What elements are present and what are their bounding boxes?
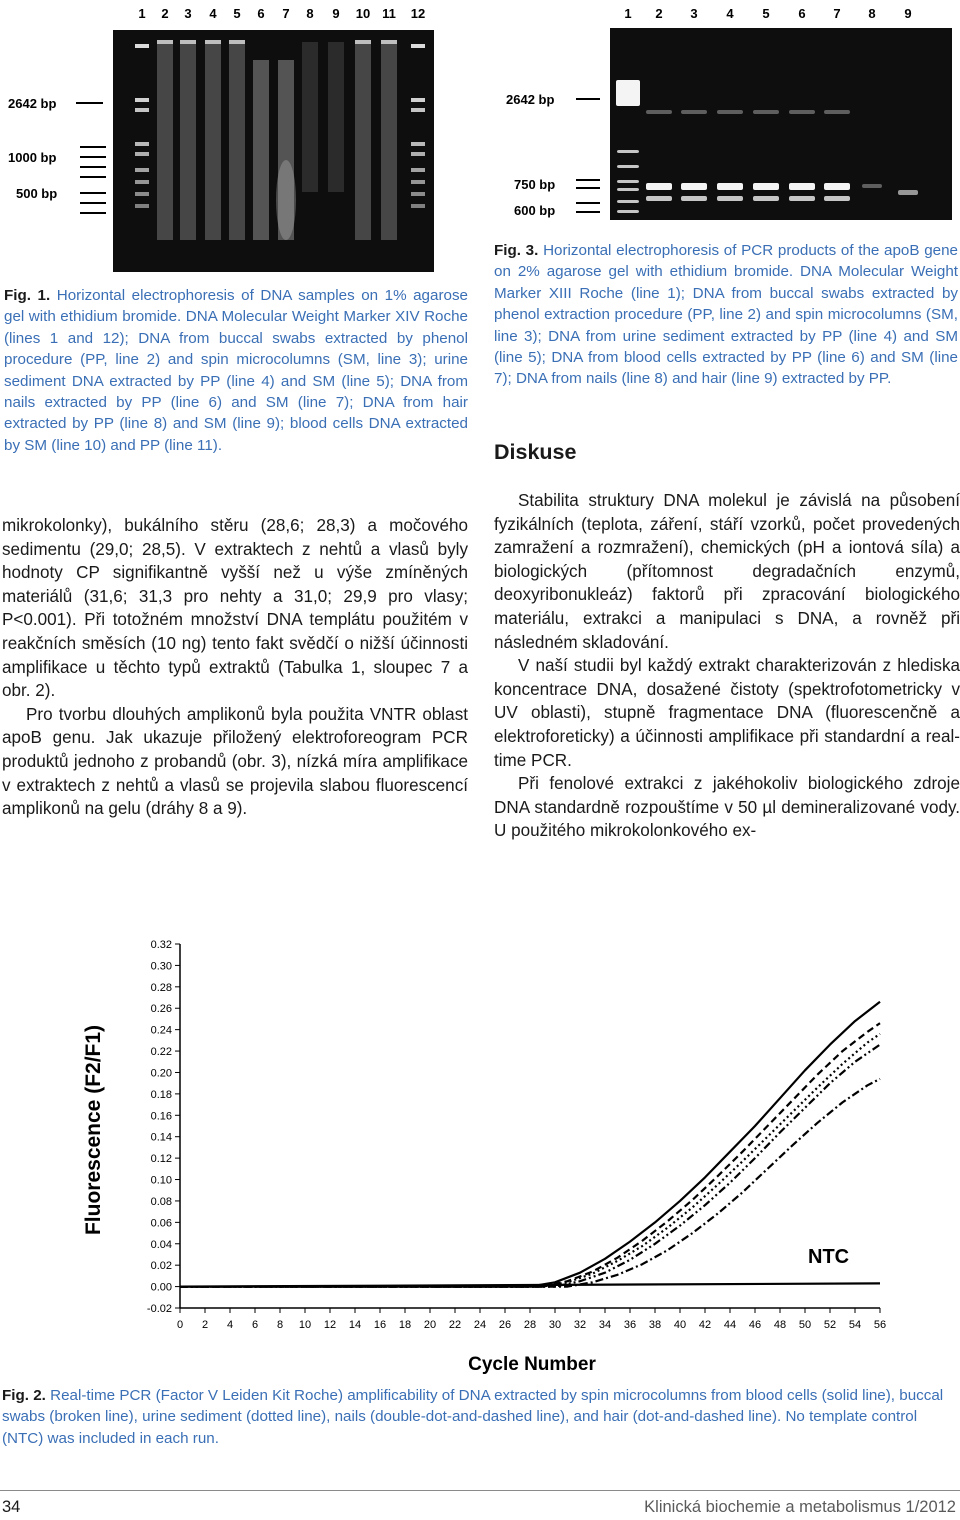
fig2-caption-text: Real-time PCR (Factor V Leiden Kit Roche) amplificability of DNA extracted by spin microcolumns from blood cells (solid line), buccal swabs (broken line), urine sediment (dotted line), nails (double-dot-and-dashed line), and hair (dot-and-dashed line). No template control (NTC) was included in each run. [2,1387,944,1447]
gel3-band [717,183,743,190]
gel1-band [411,168,425,172]
pcr-y-tick-label: 0.00 [150,1281,172,1294]
section-heading: Diskuse [494,440,577,464]
pcr-x-tick-label: 0 [176,1319,184,1331]
gel3-band [789,196,815,201]
gel1-marker-label: 2642 bp [8,96,57,111]
page-number: 34 [2,1498,21,1516]
pcr-y-tick-label: -0.02 [146,1303,172,1315]
pcr-x-tick-label: 56 [873,1319,887,1331]
gel1-lane-number: 7 [282,6,290,21]
pcr-series-line [180,1045,880,1287]
gel1-band [135,44,149,48]
gel1-band [411,152,425,156]
pcr-axes [147,939,886,1331]
gel3-band [617,180,639,183]
body-right-paragraph: V naší studii byl každý extrakt charakterizován z hlediska koncentrace DNA, dosažené čistoty (spektrofotometricky v UV oblasti), stupně fragmentace DNA (fluorescenčně a elektroforeticky) a účinnosti amplifikace při standardní a real-time PCR. [494,656,960,770]
gel3-marker-label: 600 bp [514,203,556,218]
journal-name: Klinická biochemie a metabolismus 1/2012 [644,1498,956,1516]
gel1-band [135,168,149,172]
pcr-x-tick-label: 38 [648,1319,662,1331]
gel1-smear [381,40,397,240]
gel3-band [898,190,918,195]
gel1-band [411,98,425,102]
gel3-lane-number: 6 [798,6,806,21]
gel3-markers [506,92,600,218]
pcr-ntc-annotation: NTC [808,1246,850,1268]
pcr-y-tick-label: 0.10 [150,1174,172,1187]
gel1-lane-numbers [138,6,425,21]
gel1-band [135,192,149,196]
gel-image-fig1 [8,0,434,272]
gel1-lane-number: 3 [184,6,192,21]
gel1-band [135,108,149,112]
pcr-x-tick-label: 26 [498,1319,512,1331]
gel3-band [717,110,743,114]
pcr-x-tick-label: 16 [373,1319,387,1331]
fig2-label: Fig. 2. [2,1387,46,1404]
gel3-lane-numbers [624,6,911,21]
body-left-column [2,514,468,821]
pcr-x-tick-label: 8 [276,1319,284,1331]
gel1-lane-number: 2 [161,6,169,21]
pcr-y-tick-label: 0.32 [150,939,172,951]
gel3-band [617,150,639,153]
gel3-band [617,165,639,168]
gel1-smear [205,40,221,240]
gel3-band [646,183,672,190]
pcr-y-tick-label: 0.28 [150,981,172,994]
gel3-band [753,196,779,201]
pcr-chart [70,930,890,1380]
pcr-x-tick-label: 12 [323,1319,337,1331]
body-right-column [494,489,960,843]
pcr-x-tick-label: 32 [573,1319,587,1331]
pcr-x-tick-label: 44 [723,1319,737,1331]
pcr-series-line [180,1002,880,1287]
gel1-band [135,142,149,146]
gel3-band [646,196,672,201]
pcr-y-tick-label: 0.14 [150,1131,172,1144]
pcr-x-tick-label: 40 [673,1319,687,1331]
gel3-band [681,183,707,190]
gel3-band [789,110,815,114]
gel-image-fig3 [500,0,952,220]
pcr-y-tick-label: 0.08 [150,1195,172,1208]
footer-rule [0,1490,960,1491]
gel1-band [135,98,149,102]
gel1-lane-number: 8 [306,6,314,21]
pcr-x-tick-label: 46 [748,1319,762,1331]
gel3-band [824,196,850,201]
gel1-lane-number: 9 [332,6,340,21]
body-right-paragraph: Stabilita struktury DNA molekul je závislá na působení fyzikálních (teplota, záření, stáří vzorků, počet provedených zamražení a rozmražení), chemických (pH a iontová síla) a biologických (přítomnost degradačních enzymů, deoxyribonukleáz) faktorů při zpracování biologického materiálu, extrakci a manipulaci s DNA, a rovněž při následném skladování. [494,491,960,652]
pcr-x-tick-label: 24 [473,1319,487,1331]
gel1-band [135,152,149,156]
pcr-y-tick-label: 0.20 [150,1067,172,1080]
gel3-band [789,183,815,190]
pcr-y-tick-label: 0.02 [150,1260,172,1273]
gel3-band [617,210,639,213]
gel1-band [180,40,196,44]
body-left-paragraph: mikrokolonky), bukálního stěru (28,6; 28,3) a močového sedimentu (29,0; 28,5). V extraktech z nehtů a vlasů byly hodnoty CP signifikantně vyšší než u výše zmíněných materiálů (31,6; 31,3 pro nehty a 31,0; 29,9 pro vlasy; P<0.001). Při totožném množství DNA templátu použitém v reakčních směsích (10 ng) tento fakt svědčí o nižší účinnosti amplifikace u těchto typů extraktů (Tabulka 1, sloupec 7 a obr. 2). [2,516,468,701]
gel3-band [717,196,743,201]
pcr-x-tick-label: 48 [773,1319,787,1331]
pcr-x-tick-label: 34 [598,1319,612,1331]
gel1-band [411,44,425,48]
gel3-lane-number: 2 [655,6,663,21]
gel3-lane-number: 8 [868,6,876,21]
gel3-band [617,188,639,191]
gel1-lane-number: 6 [257,6,265,21]
pcr-x-tick-label: 42 [698,1319,712,1331]
pcr-x-tick-label: 14 [348,1319,362,1331]
pcr-x-tick-label: 50 [798,1319,812,1331]
gel1-band [411,108,425,112]
gel1-lane-number: 5 [233,6,241,21]
gel3-band [753,110,779,114]
gel1-lane-number: 12 [410,6,426,21]
pcr-x-tick-label: 10 [298,1319,312,1331]
pcr-x-tick-label: 28 [523,1319,537,1331]
gel1-smear [328,42,344,192]
gel1-smear-glow [276,160,296,240]
pcr-x-tick-label: 52 [823,1319,837,1331]
gel1-marker-label: 1000 bp [8,150,57,165]
gel3-lane-number: 3 [690,6,698,21]
gel1-band [205,40,221,44]
gel3-band [681,196,707,201]
gel1-band [135,180,149,184]
pcr-y-tick-label: 0.04 [150,1238,172,1251]
fig1-caption-text: Horizontal electrophoresis of DNA samples on 1% agarose gel with ethidium bromide. DNA Molecular Weight Marker XIV Roche (lines 1 and 12); DNA from buccal swabs extracted by phenol procedure (PP, line 2) and spin microcolumns (SM, line 3); urine sediment DNA extracted by PP (line 4) and SM (line 5); DNA from nails extracted by PP (line 6) and SM (line 7); DNA from hair extracted by PP (line 8) and SM (line 9); blood cells DNA extracted by SM (line 10) and PP (line 11). [4,287,468,454]
fig1-caption [4,285,468,456]
pcr-series-line [180,1023,880,1286]
gel3-band [824,110,850,114]
pcr-series [180,1002,880,1287]
gel1-band [355,40,371,44]
gel3-band [681,110,707,114]
pcr-x-tick-label: 20 [423,1319,437,1331]
gel3-lane-number: 9 [904,6,912,21]
gel1-smear [157,40,173,240]
gel1-band [411,180,425,184]
gel3-lane-number: 1 [624,6,632,21]
gel1-smear [355,40,371,240]
gel1-band [135,204,149,208]
gel3-band [617,200,639,203]
gel1-band [229,40,245,44]
gel3-lane-number: 5 [762,6,770,21]
gel3-band [616,80,640,106]
gel1-smear [229,40,245,240]
fig2-caption [2,1385,958,1449]
gel3-band [646,110,672,114]
gel3-lane-number: 7 [833,6,841,21]
pcr-y-axis-label: Fluorescence (F2/F1) [82,1024,105,1236]
gel1-smear [302,42,318,192]
pcr-y-tick-label: 0.12 [150,1153,172,1166]
pcr-y-tick-label: 0.22 [150,1046,172,1059]
gel1-marker-label: 500 bp [16,186,58,201]
gel1-markers [8,96,106,213]
pcr-x-tick-label: 4 [226,1319,234,1331]
gel3-band [753,183,779,190]
pcr-x-tick-label: 30 [548,1319,562,1331]
gel1-smear [253,60,269,240]
pcr-x-tick-label: 2 [201,1319,209,1331]
pcr-series-line [180,1079,880,1287]
pcr-x-tick-label: 36 [623,1319,637,1331]
pcr-y-tick-label: 0.06 [150,1217,172,1230]
body-right-paragraph: Při fenolové extrakci z jakéhokoliv biologického zdroje DNA standardně rozpouštíme v 50 µl demineralizované vody. U použitého mikrokolonkového ex- [494,774,960,841]
gel1-band [411,204,425,208]
gel1-smear [180,40,196,240]
gel3-marker-label: 2642 bp [506,92,555,107]
pcr-y-tick-label: 0.24 [150,1024,172,1037]
gel1-lane-number: 11 [382,6,396,21]
pcr-x-tick-label: 54 [848,1319,862,1331]
pcr-y-tick-label: 0.16 [150,1110,172,1123]
fig3-label: Fig. 3. [494,242,539,259]
pcr-y-tick-label: 0.26 [150,1003,172,1016]
pcr-x-tick-label: 18 [398,1319,412,1331]
gel3-lane-number: 4 [726,6,734,21]
gel1-band [381,40,397,44]
gel3-marker-label: 750 bp [514,177,556,192]
gel1-lane-number: 4 [209,6,217,21]
fig3-caption-text: Horizontal electrophoresis of PCR products of the apoB gene on 2% agarose gel with ethidium bromide. DNA Molecular Weight Marker XIII Roche (line 1); DNA from buccal swabs extracted by phenol extraction procedure (PP, line 2) and spin microcolumns (SM, line 3); DNA from urine sediment extracted by PP (line 4) and SM (line 5); DNA from blood cells extracted by PP (line 6) and SM (line 7); DNA from nails (line 8) and hair (line 9) extracted by PP. [494,242,958,388]
gel3-band [862,184,882,188]
gel1-band [411,192,425,196]
pcr-x-tick-label: 22 [448,1319,462,1331]
gel1-band [411,142,425,146]
body-left-paragraph: Pro tvorbu dlouhých amplikonů byla použita VNTR oblast apoB genu. Jak ukazuje přiložený elektroforeogram PCR produktů jednoho z probandů (obr. 3), nízká míra amplifikace v extraktech z nehtů a vlasů se projevila slabou fluorescencí amplikonů na gelu (dráhy 8 a 9). [2,704,468,819]
fig1-label: Fig. 1. [4,287,51,304]
gel1-band [157,40,173,44]
gel1-lane-number: 1 [138,6,146,21]
pcr-x-tick-label: 6 [251,1319,259,1331]
pcr-y-tick-label: 0.18 [150,1088,172,1101]
gel3-band [824,183,850,190]
gel1-lane-number: 10 [355,6,371,21]
pcr-y-tick-label: 0.30 [150,960,172,973]
pcr-x-axis-label: Cycle Number [468,1354,596,1375]
fig3-caption [494,240,958,390]
